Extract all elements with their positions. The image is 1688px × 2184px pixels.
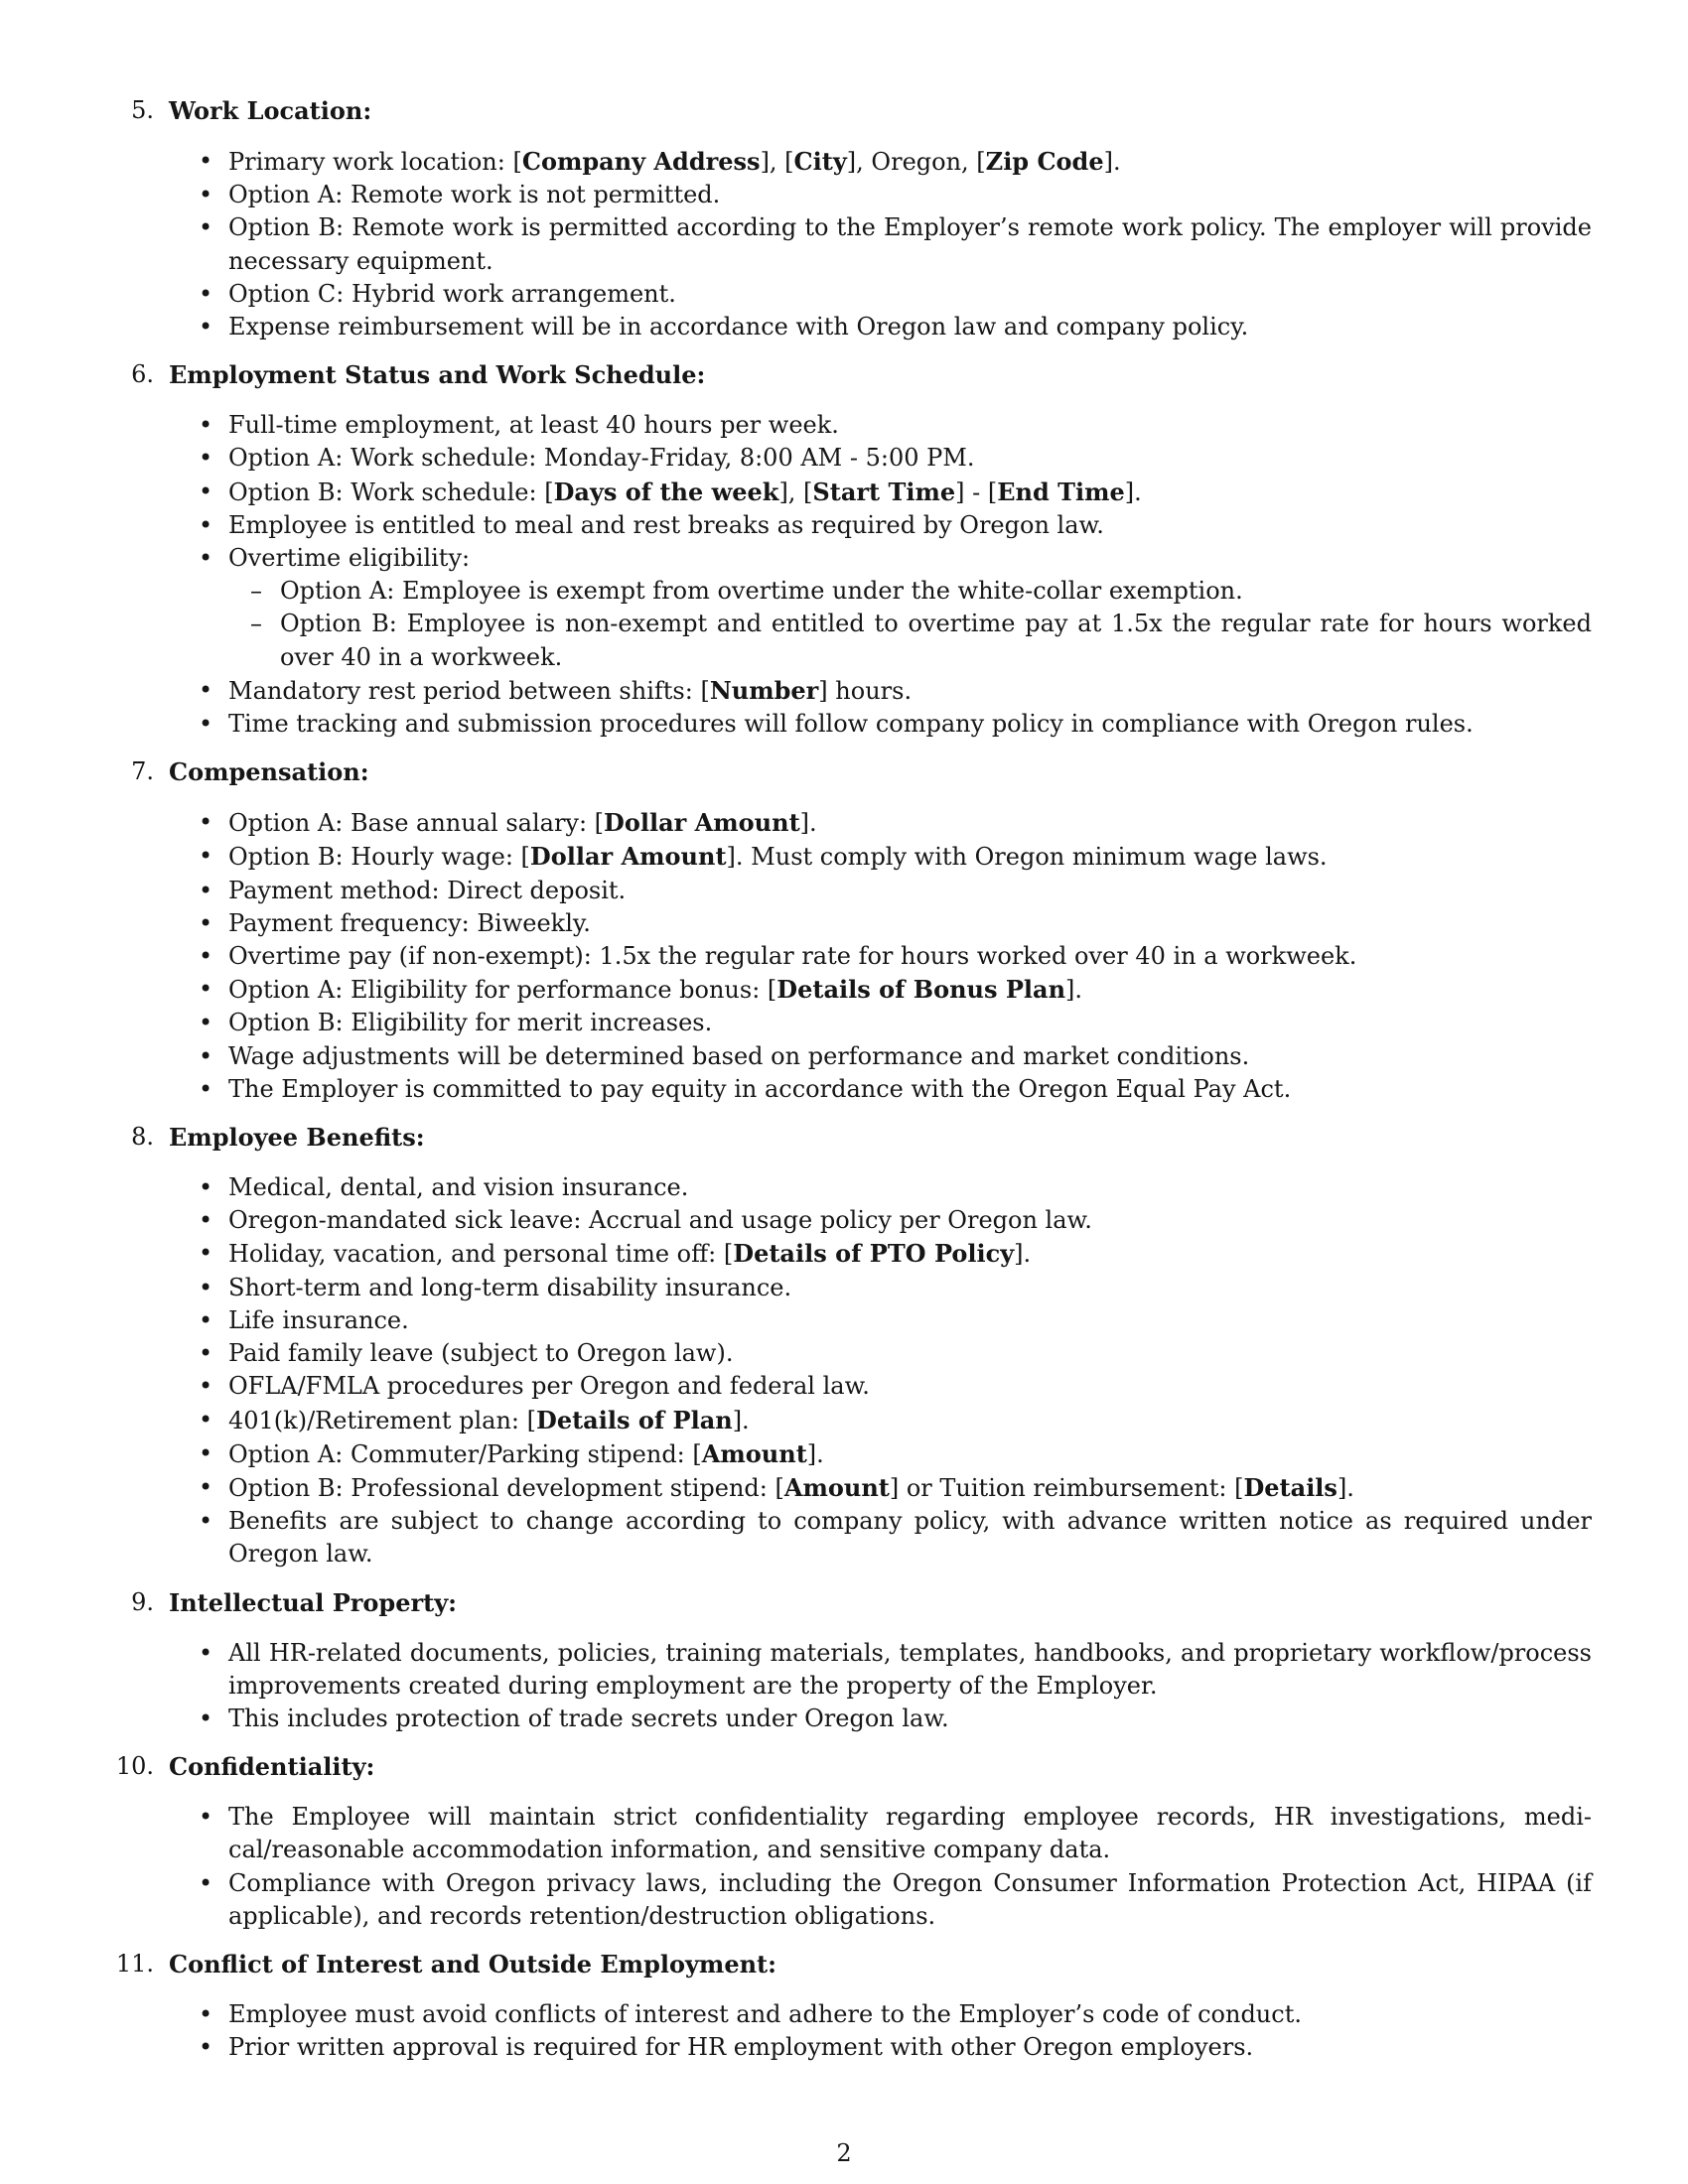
page-number: 2 — [836, 2139, 852, 2167]
list-item — [228, 211, 1592, 277]
section-heading — [0, 1586, 1688, 1619]
list-item — [228, 442, 1592, 475]
text-run: Employee must avoid conflicts of interest and adhere to the Employer’s code of conduct. — [228, 1999, 1302, 2028]
section-title: Work Location: — [169, 96, 372, 125]
text-run: ]. — [1336, 1473, 1354, 1502]
text-run: ] or Tuition reimbursement: [ — [889, 1473, 1244, 1502]
text-run: ]. — [1124, 478, 1142, 506]
section — [0, 358, 1688, 741]
section-number: 5. — [131, 96, 154, 124]
list-item — [228, 1370, 1592, 1403]
list-item — [228, 1867, 1592, 1933]
section-title: Employee Benefits: — [169, 1123, 425, 1153]
text-run: ]. Must comply with Oregon minimum wage laws. — [726, 843, 1328, 872]
text-run: ]. — [1103, 148, 1121, 176]
text-run: Primary work location: [ — [228, 148, 522, 176]
text-run: Full-time employment, at least 40 hours per week. — [228, 411, 839, 440]
list-item — [228, 476, 1592, 509]
text-run: ] hours. — [818, 676, 913, 705]
text-run: The Employer is committed to pay equity in accordance with the Oregon Equal Pay Act. — [228, 1074, 1292, 1103]
text-run: Option B: Professional development stipend: [ — [228, 1473, 784, 1502]
text-run: Overtime pay (if non-exempt): 1.5x the regular rate for hours worked over 40 in a workweek. — [228, 942, 1357, 971]
sub-list-item — [280, 575, 1592, 608]
placeholder-field: City — [793, 147, 847, 176]
section-title: Employment Status and Work Schedule: — [169, 360, 706, 390]
list-item — [228, 278, 1592, 311]
text-run: The Employee will maintain strict confidentiality regarding employee records, HR investigations, medi-cal/reasonable accommodation information, and sensitive company data. — [228, 1803, 1592, 1864]
bullet-list — [0, 806, 1688, 1106]
text-run: Overtime eligibility: — [228, 544, 471, 573]
text-run: Short-term and long-term disability insurance. — [228, 1273, 792, 1301]
list-item — [228, 1637, 1592, 1703]
text-run: This includes protection of trade secrets under Oregon law. — [228, 1704, 949, 1732]
section — [0, 94, 1688, 343]
text-run: ]. — [732, 1406, 750, 1434]
list-item — [228, 542, 1592, 674]
bullet-list — [0, 145, 1688, 343]
text-run: Option A: Employee is exempt from overtime under the white-collar exemption. — [280, 577, 1243, 606]
text-run: Option C: Hybrid work arrangement. — [228, 279, 676, 308]
placeholder-field: Amount — [701, 1438, 807, 1468]
text-run: Oregon-mandated sick leave: Accrual and usage policy per Oregon law. — [228, 1206, 1092, 1235]
section-heading — [0, 358, 1688, 391]
text-run: Option A: Commuter/Parking stipend: [ — [228, 1439, 702, 1468]
text-run: Option A: Work schedule: Monday-Friday, 8:00 AM - 5:00 PM. — [228, 444, 975, 473]
text-run: Option B: Eligibility for merit increases. — [228, 1009, 713, 1037]
text-run: Option B: Hourly wage: [ — [228, 843, 530, 872]
list-item — [228, 708, 1592, 741]
list-item — [228, 1304, 1592, 1337]
text-run: Compliance with Oregon privacy laws, including the Oregon Consumer Information Protection Act, HIPAA (if applicable), and records retention/destruction obligations. — [228, 1868, 1592, 1930]
text-run: Payment method: Direct deposit. — [228, 876, 627, 904]
placeholder-field: Details — [1243, 1472, 1337, 1502]
text-run: Benefits are subject to change according to company policy, with advance written notice as required under Oregon law. — [228, 1507, 1592, 1569]
list-item — [228, 509, 1592, 542]
placeholder-field: End Time — [997, 477, 1125, 506]
text-run: Medical, dental, and vision insurance. — [228, 1173, 689, 1202]
text-run: Option A: Remote work is not permitted. — [228, 181, 721, 209]
list-item — [228, 1801, 1592, 1866]
section-number: 9. — [131, 1587, 154, 1616]
section-number: 6. — [131, 360, 154, 389]
list-item — [228, 2031, 1592, 2064]
text-run: Option A: Base annual salary: [ — [228, 809, 605, 838]
list-item — [228, 1272, 1592, 1304]
list-item — [228, 1204, 1592, 1237]
bullet-list — [0, 409, 1688, 741]
text-run: Option B: Work schedule: [ — [228, 478, 554, 506]
section-number: 8. — [131, 1123, 154, 1152]
text-run: ], [ — [760, 148, 794, 176]
section-number: 11. — [115, 1949, 154, 1978]
text-run: OFLA/FMLA procedures per Oregon and federal law. — [228, 1372, 870, 1401]
section-number: 10. — [115, 1752, 154, 1781]
list-item — [228, 1998, 1592, 2031]
list-item — [228, 1437, 1592, 1471]
list-item — [228, 973, 1592, 1007]
list-item — [228, 1073, 1592, 1106]
text-run: Option B: Remote work is permitted according to the Employer’s remote work policy. The employer will provide necessary equipment. — [228, 213, 1592, 275]
section-heading — [0, 1121, 1688, 1154]
text-run: Paid family leave (subject to Oregon law). — [228, 1339, 734, 1368]
list-item — [228, 179, 1592, 211]
section-title: Confidentiality: — [169, 1752, 375, 1782]
bullet-list — [0, 1998, 1688, 2064]
list-item — [228, 1171, 1592, 1204]
text-run: Employee is entitled to meal and rest breaks as required by Oregon law. — [228, 510, 1104, 539]
placeholder-field: Start Time — [812, 477, 956, 506]
text-run: Option A: Eligibility for performance bonus: [ — [228, 976, 777, 1005]
text-run: Payment frequency: Biweekly. — [228, 908, 591, 937]
text-run: Wage adjustments will be determined based on performance and market conditions. — [228, 1041, 1250, 1070]
section-heading — [0, 1948, 1688, 1980]
text-run: 401(k)/Retirement plan: [ — [228, 1406, 537, 1434]
section-title: Compensation: — [169, 757, 369, 787]
bullet-list — [0, 1637, 1688, 1736]
section — [0, 1750, 1688, 1933]
section — [0, 1948, 1688, 2064]
text-run: ]. — [1014, 1240, 1032, 1269]
placeholder-field: Details of Bonus Plan — [776, 975, 1066, 1005]
text-run: Time tracking and submission procedures will follow company policy in compliance with Oregon rules. — [228, 710, 1474, 739]
sub-list — [228, 575, 1592, 674]
text-run: ], Oregon, [ — [846, 148, 986, 176]
section-title: Conflict of Interest and Outside Employment: — [169, 1949, 776, 1979]
section-title: Intellectual Property: — [169, 1587, 457, 1617]
text-run: ] - [ — [955, 478, 998, 506]
placeholder-field: Dollar Amount — [604, 808, 800, 838]
bullet-list — [0, 1801, 1688, 1933]
text-run: Option B: Employee is non-exempt and entitled to overtime pay at 1.5x the regular rate for hours worked over 40 in a workweek. — [280, 610, 1592, 671]
text-run: ], [ — [778, 478, 813, 506]
placeholder-field: Days of the week — [553, 477, 779, 506]
list-item — [228, 1703, 1592, 1735]
text-run: Prior written approval is required for HR employment with other Oregon employers. — [228, 2033, 1254, 2062]
list-item — [228, 1404, 1592, 1437]
document-body — [0, 94, 1688, 2079]
text-run: Life insurance. — [228, 1305, 409, 1334]
text-run: ]. — [1065, 976, 1083, 1005]
text-run: Holiday, vacation, and personal time off: [ — [228, 1240, 734, 1269]
section-heading — [0, 755, 1688, 788]
section — [0, 1586, 1688, 1736]
list-item — [228, 940, 1592, 973]
list-item — [228, 1505, 1592, 1570]
placeholder-field: Amount — [783, 1472, 890, 1502]
list-item — [228, 409, 1592, 442]
placeholder-field: Number — [709, 675, 819, 705]
list-item — [228, 145, 1592, 179]
section-number: 7. — [131, 757, 154, 786]
list-item — [228, 1007, 1592, 1039]
placeholder-field: Details of Plan — [536, 1405, 733, 1434]
list-item — [228, 674, 1592, 708]
section — [0, 755, 1688, 1106]
section-heading — [0, 1750, 1688, 1783]
list-item — [228, 806, 1592, 840]
section-heading — [0, 94, 1688, 127]
list-item — [228, 1040, 1592, 1073]
list-item — [228, 1337, 1592, 1370]
placeholder-field: Company Address — [521, 147, 761, 176]
list-item — [228, 840, 1592, 874]
text-run: ]. — [806, 1439, 824, 1468]
list-item — [228, 875, 1592, 907]
list-item — [228, 1471, 1592, 1505]
text-run: ]. — [799, 809, 817, 838]
sub-list-item — [280, 608, 1592, 673]
section — [0, 1121, 1688, 1570]
list-item — [228, 311, 1592, 343]
text-run: All HR-related documents, policies, training materials, templates, handbooks, and proprietary workflow/process improvements created during employment are the property of the Employer. — [228, 1638, 1592, 1700]
placeholder-field: Details of PTO Policy — [733, 1239, 1015, 1269]
list-item — [228, 1237, 1592, 1271]
text-run: Mandatory rest period between shifts: [ — [228, 676, 710, 705]
text-run: Expense reimbursement will be in accordance with Oregon law and company policy. — [228, 313, 1249, 341]
list-item — [228, 907, 1592, 940]
placeholder-field: Dollar Amount — [529, 842, 727, 872]
bullet-list — [0, 1171, 1688, 1570]
placeholder-field: Zip Code — [985, 147, 1104, 176]
